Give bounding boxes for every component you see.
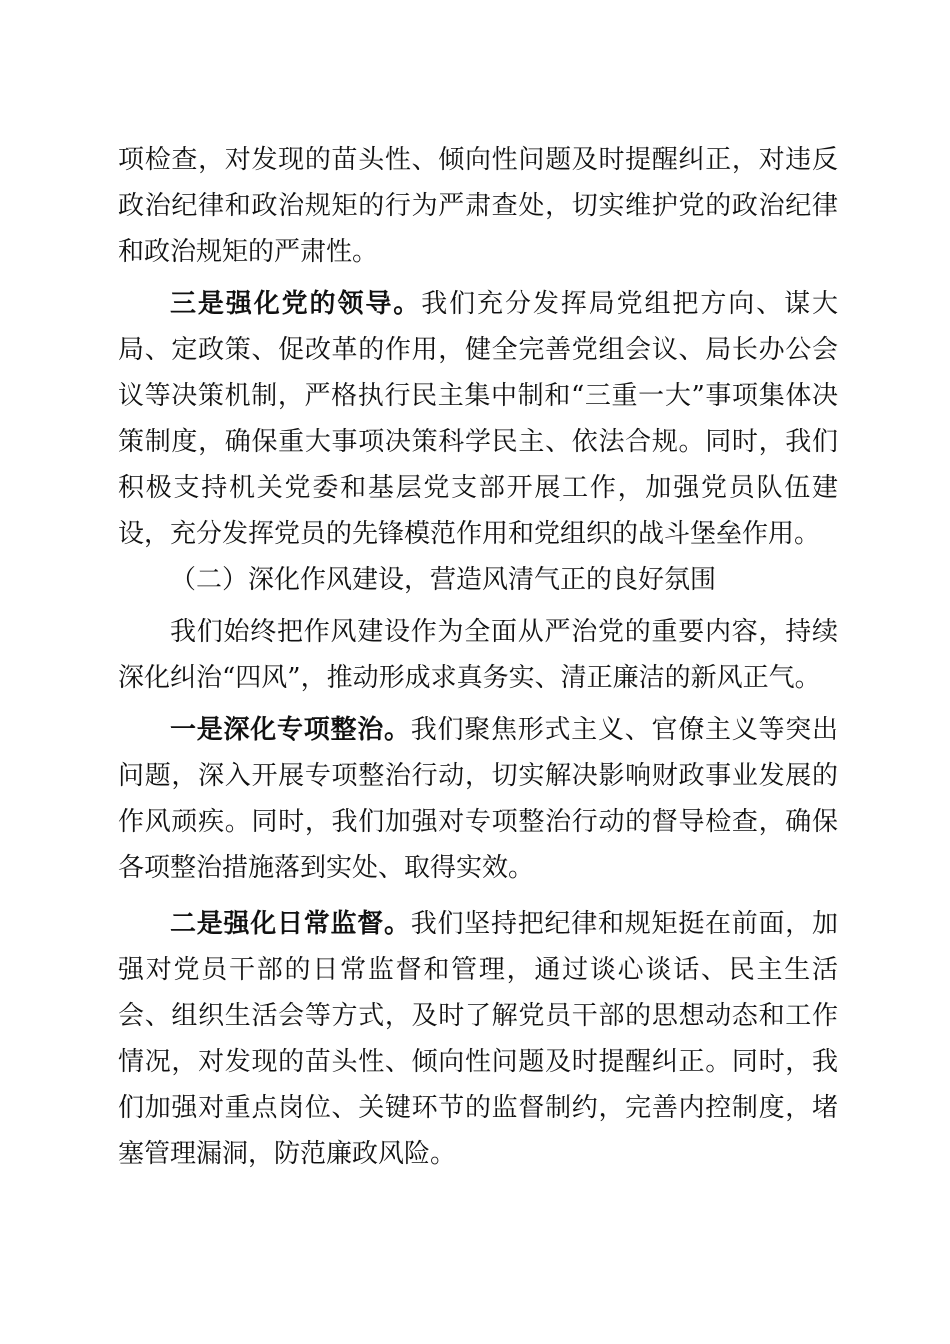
paragraph-daily-supervision xyxy=(118,901,838,1177)
paragraph-body-daily-supervision: 我们坚持把纪律和规矩挺在前面，加强对党员干部的日常监督和管理，通过谈心谈话、民主生活会、组织生活会等方式，及时了解党员干部的思想动态和工作情况，对发现的苗头性、倾向性问题及时提醒纠正。同时，我们加强对重点岗位、关键环节的监督制约，完善内控制度，堵塞管理漏洞，防范廉政风险。 xyxy=(118,909,838,1169)
paragraph-party-leadership xyxy=(118,281,838,557)
paragraph-special-rectification xyxy=(118,707,838,891)
paragraph-lead-party-leadership: 三是强化党的领导。 xyxy=(170,289,422,319)
paragraph-body-special-rectification: 我们聚焦形式主义、官僚主义等突出问题，深入开展专项整治行动，切实解决影响财政事业发展的作风顽疾。同时，我们加强对专项整治行动的督导检查，确保各项整治措施落到实处、取得实效。 xyxy=(118,715,838,883)
document-body xyxy=(118,137,838,1177)
paragraph-lead-special-rectification: 一是深化专项整治。 xyxy=(170,715,411,745)
paragraph-work-style-intro: 我们始终把作风建设作为全面从严治党的重要内容，持续深化纠治“四风”，推动形成求真务实、清正廉洁的新风正气。 xyxy=(118,617,838,693)
section-heading-work-style: （二）深化作风建设，营造风清气正的良好氛围 xyxy=(170,565,717,595)
paragraph-continuation: 项检查，对发现的苗头性、倾向性问题及时提醒纠正，对违反政治纪律和政治规矩的行为严肃查处，切实维护党的政治纪律和政治规矩的严肃性。 xyxy=(118,145,838,267)
paragraph-lead-daily-supervision: 二是强化日常监督。 xyxy=(170,909,411,939)
paragraph-body-party-leadership: 我们充分发挥局党组把方向、谋大局、定政策、促改革的作用，健全完善党组会议、局长办公会议等决策机制，严格执行民主集中制和“三重一大”事项集体决策制度，确保重大事项决策科学民主、依法合规。同时，我们积极支持机关党委和基层党支部开展工作，加强党员队伍建设，充分发挥党员的先锋模范作用和党组织的战斗堡垒作用。 xyxy=(118,289,838,549)
